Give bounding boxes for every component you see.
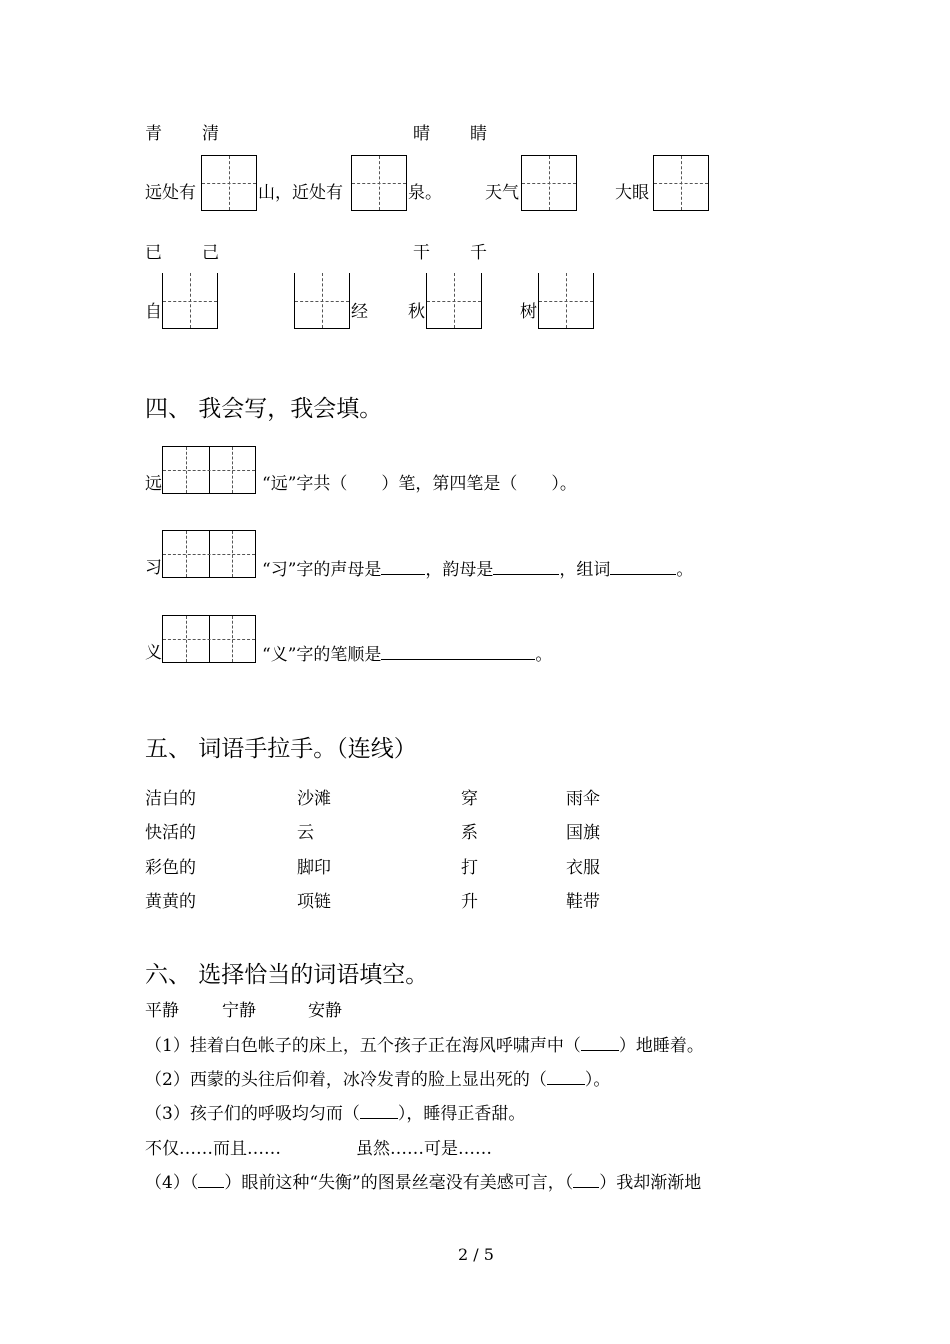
pair-gan-1: 干 [413,243,430,263]
question-part: ，组词 [559,560,611,580]
row1-text-d: 天气 [485,183,519,203]
row2-text-b: 经 [351,302,368,322]
section-title: 四、 我会写，我会填。 [145,396,383,422]
pair-qing-2: 清 [202,124,219,144]
writing-box[interactable] [653,155,709,211]
page-number: 2 / 5 [458,1245,494,1264]
match-word[interactable]: 沙滩 [297,789,331,809]
question-part: “习”字的声母是 [262,560,382,580]
question-2 [145,1070,610,1090]
writing-box[interactable] [162,273,218,329]
word-option: 平静 [145,1001,179,1021]
pair-jing-2: 睛 [470,124,487,144]
word-option: 安静 [308,1001,342,1021]
question-part: 。 [676,560,694,580]
match-word[interactable]: 系 [461,823,478,843]
match-word[interactable]: 鞋带 [566,892,600,912]
answer-blank[interactable] [493,558,559,575]
row2-text-c: 秋 [408,302,425,322]
pair-ji-1: 已 [145,243,162,263]
pair-qing-1: 青 [145,124,162,144]
match-word[interactable]: 云 [297,823,314,843]
writing-grid[interactable] [162,446,256,494]
question-part: “义”字的笔顺是 [262,645,382,665]
word-option: 宁静 [222,1001,256,1021]
match-word[interactable]: 打 [461,858,478,878]
question-part: ）地睡着。 [618,1036,704,1056]
writing-box[interactable] [201,155,257,211]
answer-blank[interactable] [581,1036,619,1051]
question-part: 。 [535,645,553,665]
item-question [262,558,693,580]
item-char: 远 [145,474,162,494]
answer-blank[interactable] [198,1173,224,1188]
row2-text-a: 自 [145,302,162,322]
match-word[interactable]: 升 [461,892,478,912]
match-word[interactable]: 项链 [297,892,331,912]
match-word[interactable]: 国旗 [566,823,600,843]
question-part: （4）（ [145,1173,199,1193]
question-part: ）眼前这种“失衡”的图景丝毫没有美感可言，（ [224,1173,574,1193]
answer-blank[interactable] [360,1104,398,1119]
answer-blank[interactable] [610,558,676,575]
question-1 [145,1036,704,1056]
question-part: （1）挂着白色帐子的床上，五个孩子正在海风呼啸声中（ [145,1036,581,1056]
question-part: ）我却渐渐地 [599,1173,702,1193]
row2-text-d: 树 [520,302,537,322]
answer-blank[interactable] [547,1070,585,1085]
match-word[interactable]: 雨伞 [566,789,600,809]
match-word[interactable]: 黄黄的 [145,892,196,912]
match-word[interactable]: 穿 [461,789,478,809]
row1-text-e: 大眼 [615,183,649,203]
answer-blank[interactable] [381,643,535,660]
question-part: ）。 [584,1070,611,1090]
pair-gan-2: 千 [470,243,487,263]
item-char: 习 [145,558,162,578]
question-part: ），睡得正香甜。 [397,1104,526,1124]
pair-jing-1: 晴 [413,124,430,144]
writing-box[interactable] [294,273,350,329]
match-word[interactable]: 衣服 [566,858,600,878]
answer-blank[interactable] [573,1173,599,1188]
item-char: 义 [145,643,162,663]
row1-text-b: 山，近处有 [258,183,343,203]
writing-box[interactable] [426,273,482,329]
writing-grid[interactable] [162,615,256,663]
match-word[interactable]: 洁白的 [145,789,196,809]
question-part: ，韵母是 [425,560,494,580]
writing-grid[interactable] [162,530,256,578]
question-part: （3）孩子们的呼吸均匀而（ [145,1104,360,1124]
match-word[interactable]: 快活的 [145,823,196,843]
pair-ji-2: 己 [202,243,219,263]
section-title: 五、 词语手拉手。（连线） [145,736,417,762]
row1-text-c: 泉。 [408,183,442,203]
answer-blank[interactable] [381,558,425,575]
match-word[interactable]: 彩色的 [145,858,196,878]
section-title: 六、 选择恰当的词语填空。 [145,962,429,988]
word-option: 虽然……可是…… [356,1139,492,1159]
item-question: “远”字共（ ）笔，第四笔是（ ）。 [262,474,577,494]
question-part: （2）西蒙的头往后仰着，冰冷发青的脸上显出死的（ [145,1070,547,1090]
writing-box[interactable] [538,273,594,329]
match-word[interactable]: 脚印 [297,858,331,878]
question-4 [145,1173,701,1193]
question-3 [145,1104,525,1124]
item-question [262,643,552,665]
row1-text-a: 远处有 [145,183,196,203]
word-option: 不仅……而且…… [145,1139,281,1159]
writing-box[interactable] [521,155,577,211]
writing-box[interactable] [351,155,407,211]
